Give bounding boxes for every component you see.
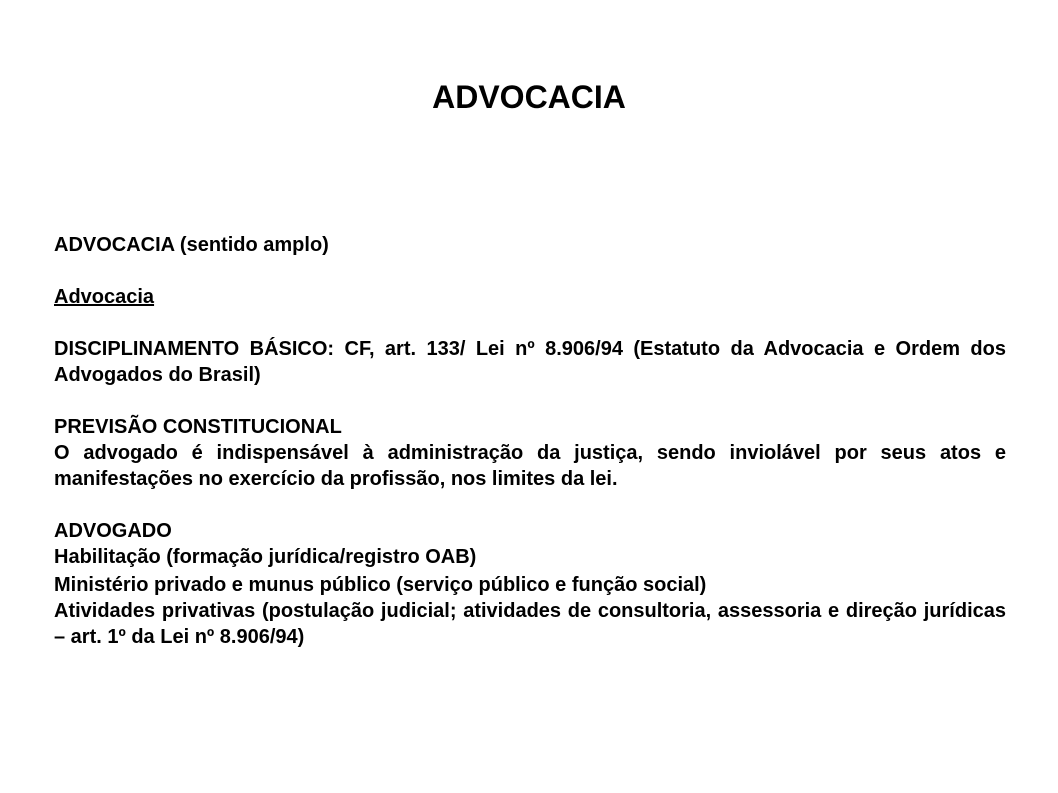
spacer: [54, 492, 1006, 518]
line-ministerio: Ministério privado e munus público (serviço público e função social): [54, 574, 707, 596]
spacer: [54, 258, 1006, 284]
heading-advocacia-sentido-amplo: ADVOCACIA (sentido amplo): [54, 234, 329, 256]
page-title: ADVOCACIA: [432, 79, 626, 115]
line-habilitacao: Habilitação (formação jurídica/registro OAB): [54, 546, 477, 568]
heading-previsao-constitucional: PREVISÃO CONSTITUCIONAL: [54, 416, 342, 438]
slide-content: [54, 232, 1006, 650]
heading-advogado: ADVOGADO: [54, 520, 172, 542]
paragraph-previsao: O advogado é indispensável à administração da justiça, sendo inviolável por seus atos e manifestações no exercício da profissão, nos limites da lei.: [54, 442, 1006, 490]
spacer: [54, 388, 1006, 414]
subheading-advocacia: Advocacia: [54, 286, 155, 308]
spacer: [54, 310, 1006, 336]
paragraph-disciplinamento: DISCIPLINAMENTO BÁSICO: CF, art. 133/ Lei nº 8.906/94 (Estatuto da Advocacia e Ordem dos Advogados do Brasil): [54, 338, 1006, 386]
paragraph-atividades: Atividades privativas (postulação judicial; atividades de consultoria, assessoria e direção jurídicas – art. 1º da Lei nº 8.906/94): [54, 600, 1006, 648]
